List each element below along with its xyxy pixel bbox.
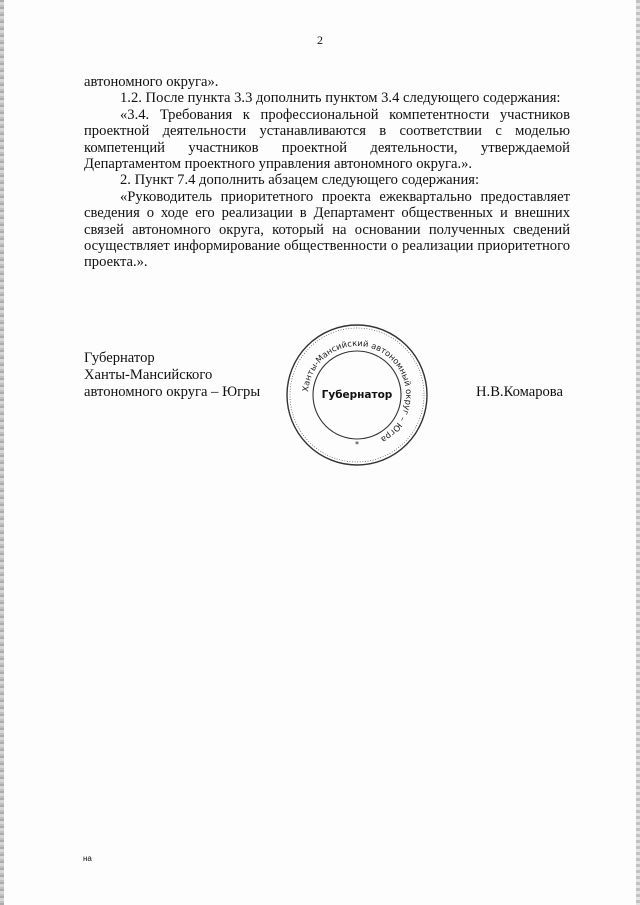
scan-edge-left <box>0 0 4 905</box>
signatory-name: Н.В.Комарова <box>476 384 563 400</box>
seal-center-text: Губернатор <box>321 389 393 401</box>
paragraph-quote-7-4: «Руководитель приоритетного проекта ежеквартально предоставляет сведения о ходе его реализации в Департамент общественных и внешних связей автономного округа, который на основании полученных сведений осуществляет информирование общественности о реализации приоритетного проекта.». <box>84 188 570 271</box>
paragraph-quote-3-4: «3.4. Требования к профессиональной компетентности участников проектной деятельности устанавливаются в соответствии с моделью компетенций участников проектной деятельности, утверждаемой Департаментом проектного управления автономного округа.». <box>84 106 570 173</box>
seal-star: * <box>355 440 359 449</box>
paragraph-item-2: 2. Пункт 7.4 дополнить абзацем следующего содержания: <box>120 172 480 189</box>
signatory-title-line-1: Губернатор <box>84 350 155 366</box>
paragraph-continuation: автономного округа». <box>84 74 219 90</box>
document-body <box>84 74 570 271</box>
page-number: 2 <box>317 33 323 47</box>
signatory-title <box>84 350 260 401</box>
signatory-title-line-2: Ханты-Мансийского <box>84 367 213 383</box>
governor-seal <box>283 322 431 468</box>
footer-mark: на <box>83 854 92 863</box>
paragraph-item-1-2: 1.2. После пункта 3.3 дополнить пунктом 3.4 следующего содержания: <box>120 90 561 107</box>
seal-ring-text: Ханты-Мансийский автономный округ – Югра <box>300 337 415 445</box>
signatory-title-line-3: автономного округа – Югры <box>84 384 261 400</box>
scan-edge-right <box>636 0 640 905</box>
